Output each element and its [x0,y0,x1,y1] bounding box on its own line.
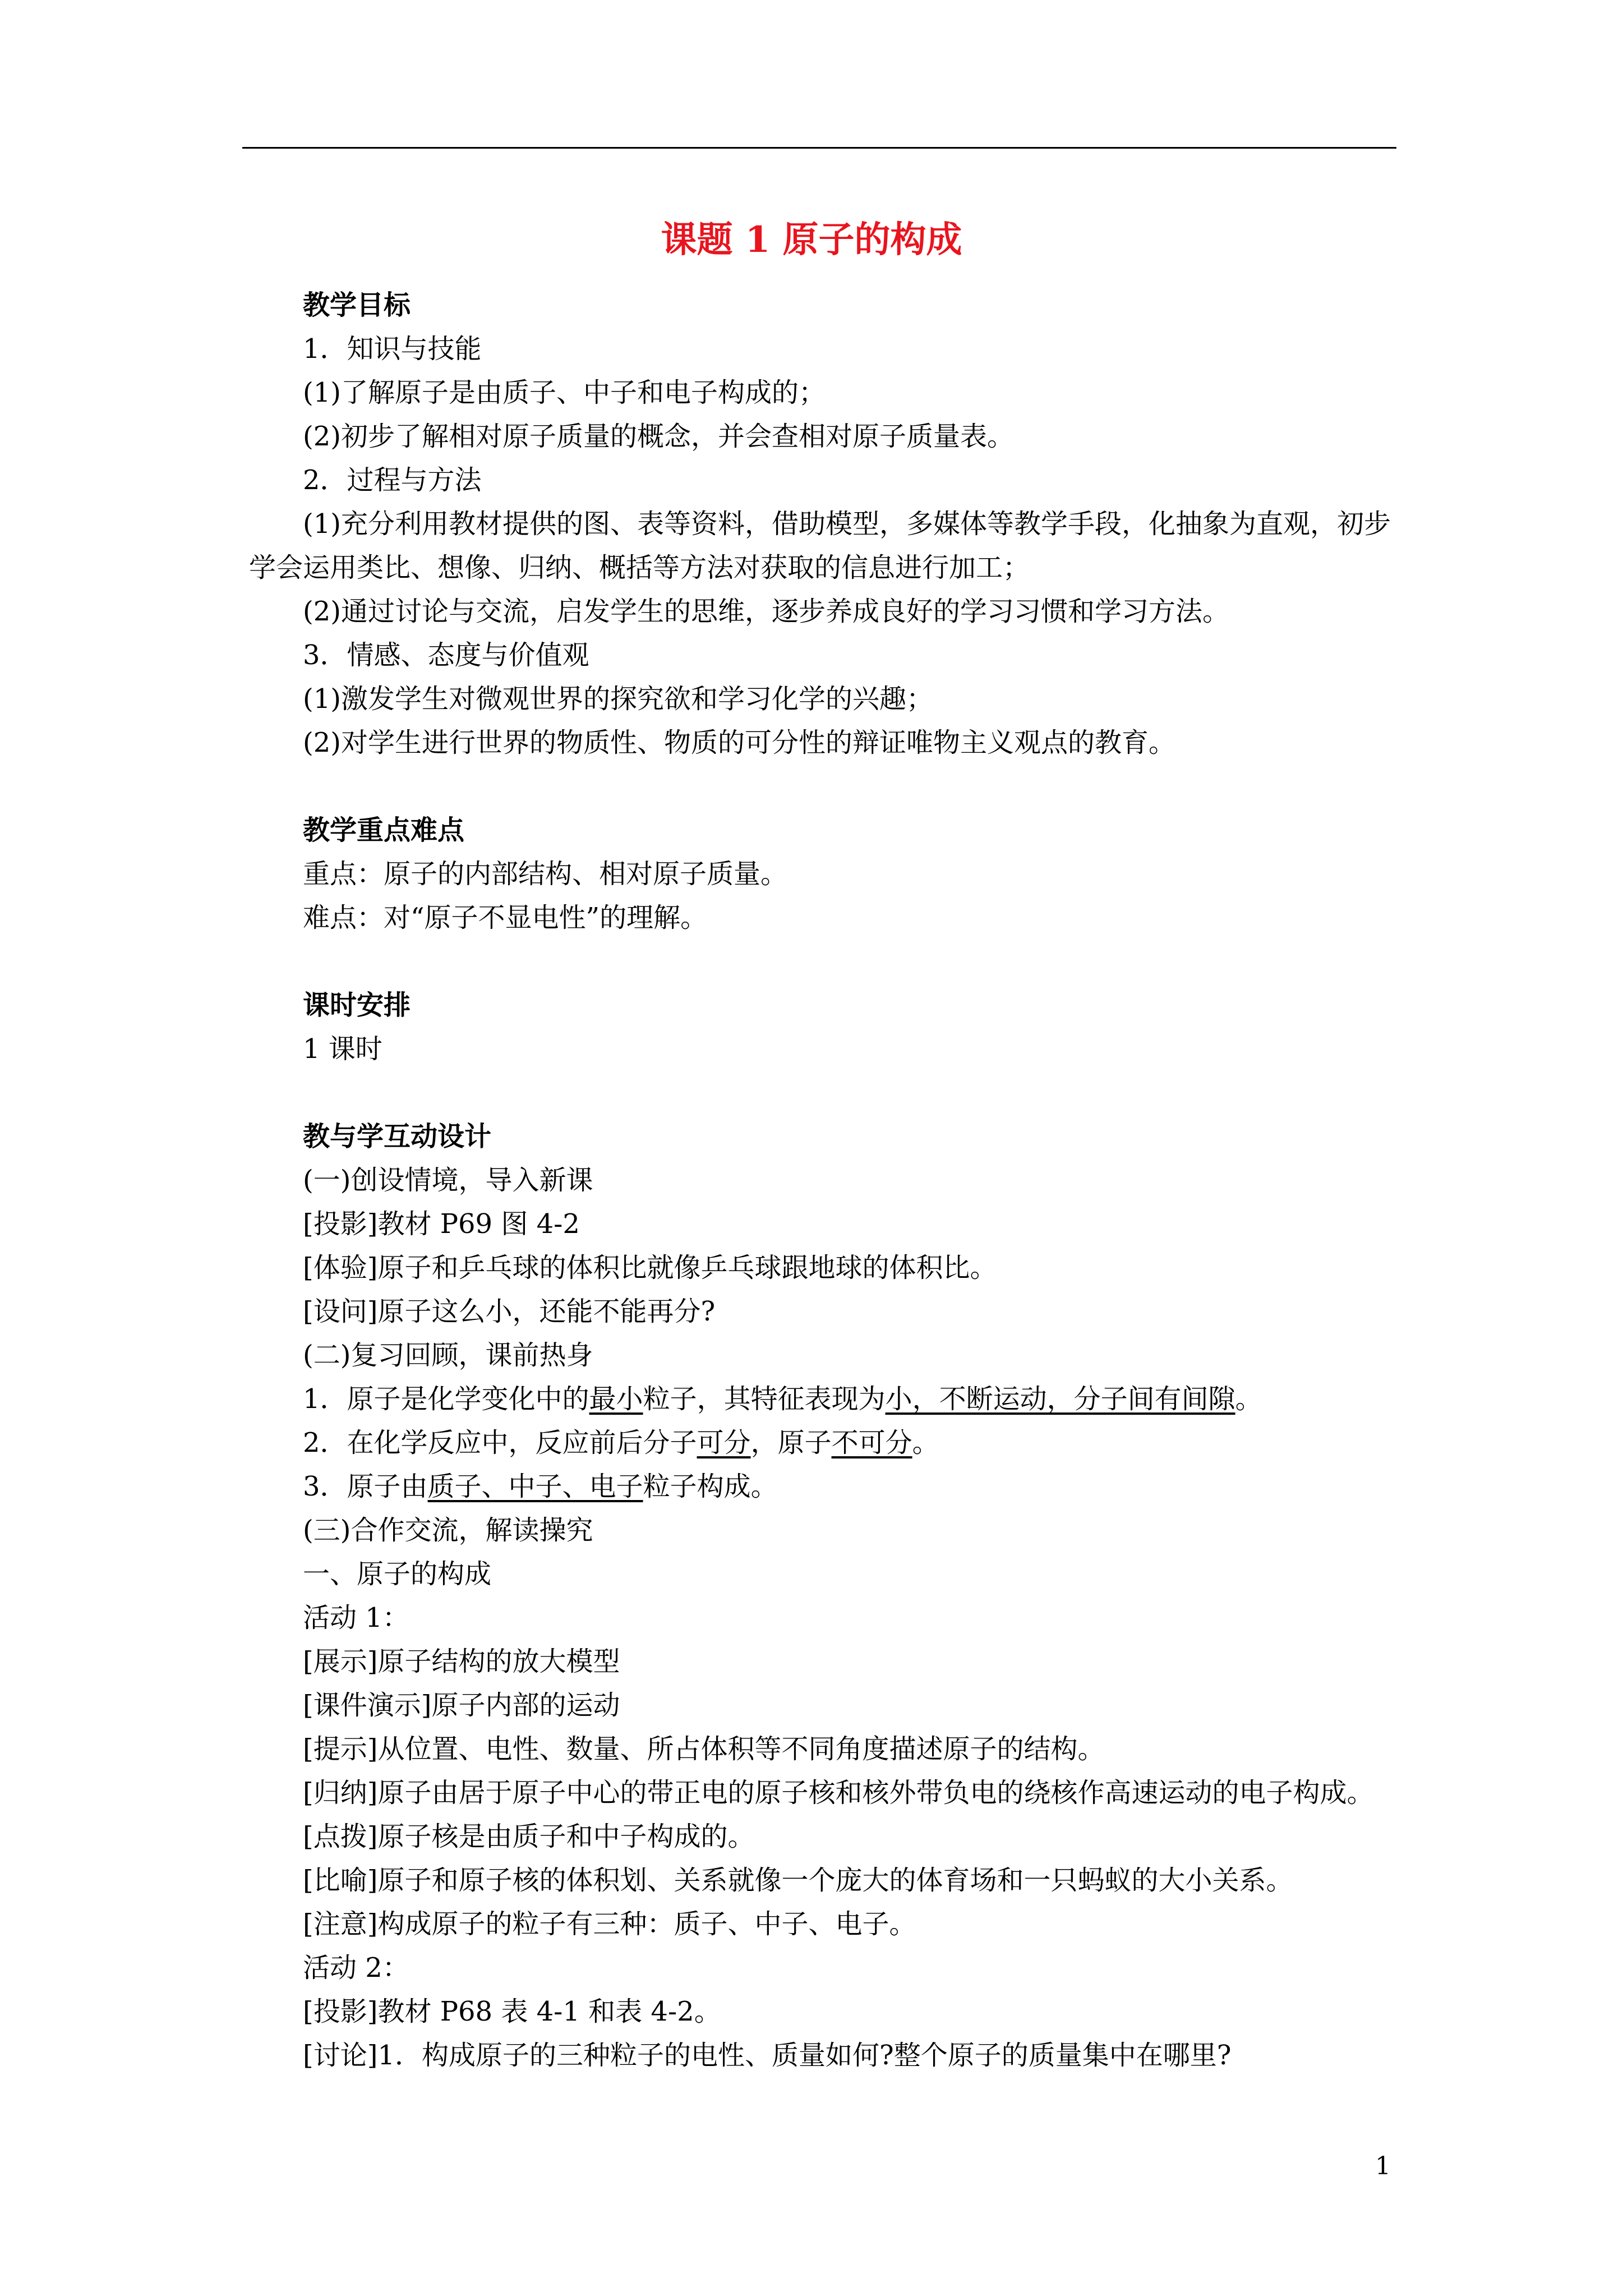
design-line: [投影]教材 P69 图 4-2 [303,1208,580,1240]
design-line: [比喻]原子和原子核的体积划、关系就像一个庞大的体育场和一只蚂蚁的大小关系。 [303,1865,1293,1896]
design-line: [注意]构成原子的粒子有三种：质子、中子、电子。 [303,1908,916,1940]
review-answer: 不可分 [831,1427,912,1458]
objective-line: 3．情感、态度与价值观 [303,639,589,671]
design-line: [体验]原子和乒乓球的体积比就像乒乓球跟地球的体积比。 [303,1252,997,1283]
design-line: (一)创设情境，导入新课 [303,1165,593,1196]
review-answer: 小，不断运动，分子间有间隙 [885,1383,1235,1415]
objective-line: (1)充分利用教材提供的图、表等资料，借助模型，多媒体等教学手段，化抽象为直观，初步学会运用类比、想像、归纳、概括等方法对获取的信息进行加工； [249,508,1391,583]
design-line: (三)合作交流，解读操究 [303,1515,593,1546]
section-heading-objectives: 教学目标 [303,289,411,321]
review-answer: 质子、中子、电子 [427,1471,643,1502]
objective-line: (2)对学生进行世界的物质性、物质的可分性的辩证唯物主义观点的教育。 [303,727,1175,758]
design-line: 活动 2： [303,1952,409,1984]
review-text: 2．在化学反应中，反应前后分子 [303,1427,697,1458]
design-line: [设问]原子这么小，还能不能再分? [303,1296,716,1327]
objective-line: (1)了解原子是由质子、中子和电子构成的； [303,377,826,408]
design-line: [讨论]1．构成原子的三种粒子的电性、质量如何?整个原子的质量集中在哪里? [303,2040,1232,2071]
design-line: [展示]原子结构的放大模型 [303,1646,620,1677]
design-line: (二)复习回顾，课前热身 [303,1340,593,1371]
review-text: 。 [912,1427,939,1458]
objective-line: 1．知识与技能 [303,333,482,365]
review-text: ，原子 [750,1427,832,1458]
design-line: [投影]教材 P68 表 4-1 和表 4-2。 [303,1996,721,2027]
header-rule [242,147,1396,149]
objective-line: (1)激发学生对微观世界的探究欲和学习化学的兴趣； [303,683,933,715]
review-answer: 可分 [697,1427,751,1458]
objective-line: 2．过程与方法 [303,464,482,496]
review-text: 3．原子由 [303,1471,428,1502]
page-title: 课题 1 原子的构成 [661,219,962,261]
review-line-3 [249,1465,1396,1508]
review-text: 。 [1235,1383,1262,1415]
design-line: 一、原子的构成 [303,1558,492,1590]
objective-line: (2)通过讨论与交流，启发学生的思维，逐步养成良好的学习习惯和学习方法。 [303,596,1229,627]
review-line-2 [249,1421,1396,1465]
design-line: 活动 1： [303,1602,409,1634]
section-heading-schedule: 课时安排 [303,990,411,1021]
document-body [249,283,1396,2077]
section-heading-design: 教与学互动设计 [303,1121,492,1152]
design-line: [提示]从位置、电性、数量、所占体积等不同角度描述原子的结构。 [303,1733,1105,1765]
review-text: 粒子构成。 [643,1471,778,1502]
review-text: 1．原子是化学变化中的 [303,1383,589,1415]
schedule-line: 1 课时 [303,1033,382,1065]
review-answer: 最小 [589,1383,643,1415]
section-heading-key-points: 教学重点难点 [303,815,465,846]
objective-line: (2)初步了解相对原子质量的概念，并会查相对原子质量表。 [303,421,1014,452]
review-text: 粒子，其特征表现为 [643,1383,886,1415]
key-point-line: 重点：原子的内部结构、相对原子质量。 [303,858,788,890]
design-line: [归纳]原子由居于原子中心的带正电的原子核和核外带负电的绕核作高速运动的电子构成。 [303,1777,1374,1809]
page-number: 1 [1375,2152,1391,2180]
review-line-1 [249,1377,1396,1421]
key-point-line: 难点：对“原子不显电性”的理解。 [303,902,708,933]
design-line: [课件演示]原子内部的运动 [303,1690,620,1721]
design-line: [点拨]原子核是由质子和中子构成的。 [303,1821,755,1852]
